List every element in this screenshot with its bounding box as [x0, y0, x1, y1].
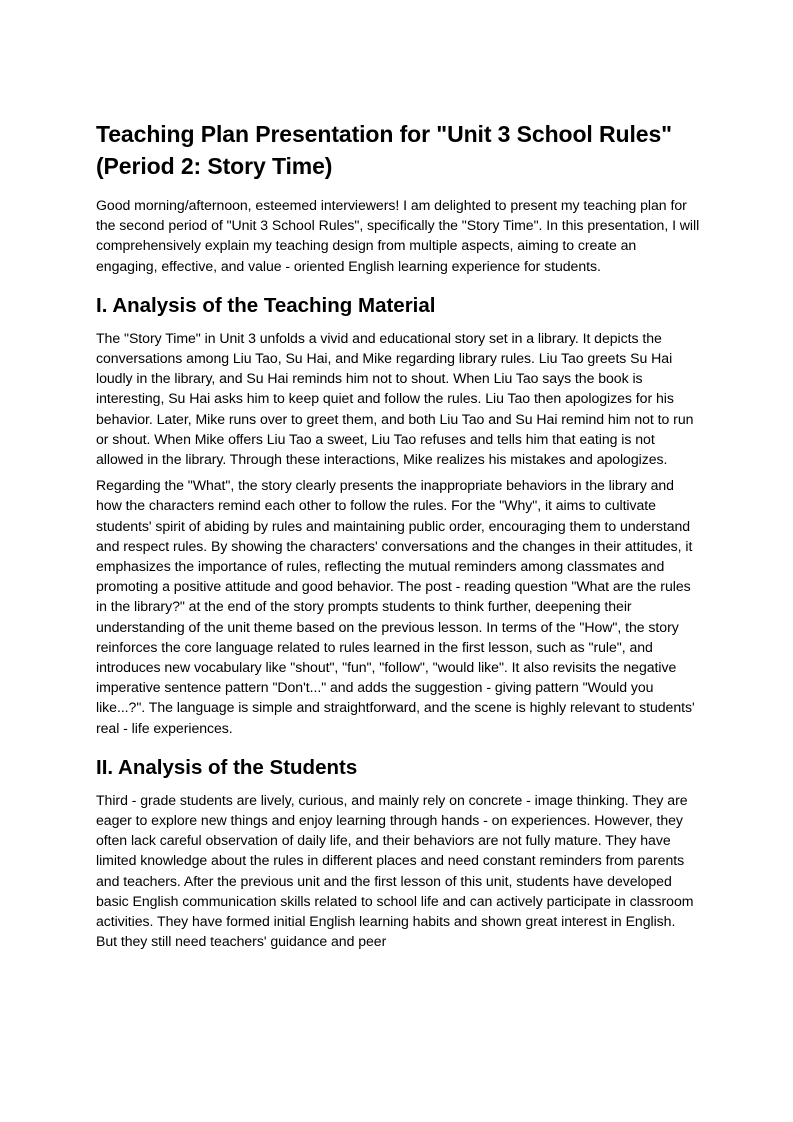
document-page — [96, 118, 700, 958]
section-heading-teaching-material: I. Analysis of the Teaching Material — [96, 293, 436, 317]
body-paragraph: Third - grade students are lively, curious, and mainly rely on concrete - image thinking. They are eager to explore new things and enjoy learning through hands - on experiences. However, they often lack careful observation of daily life, and their behaviors are not fully mature. They have limited knowledge about the rules in different places and need constant reminders from parents and teachers. After the previous unit and the first lesson of this unit, students have developed basic English communication skills related to school life and can actively participate in classroom activities. They have formed initial English learning habits and shown great interest in English. But they still need teachers' guidance and peer — [96, 791, 694, 950]
section-heading-students: II. Analysis of the Students — [96, 755, 358, 779]
intro-paragraph: Good morning/afternoon, esteemed interviewers! I am delighted to present my teaching plan for the second period of "Unit 3 School Rules", specifically the "Story Time". In this presentation, I will comprehensively explain my teaching design from multiple aspects, aiming to create an engaging, effective, and value - oriented English learning experience for students. — [96, 197, 700, 274]
body-paragraph: The "Story Time" in Unit 3 unfolds a vivid and educational story set in a library. It depicts the conversations among Liu Tao, Su Hai, and Mike regarding library rules. Liu Tao greets Su Hai loudly in the library, and Su Hai reminds him not to shout. When Liu Tao says the book is interesting, Su Hai asks him to keep quiet and follow the rules. Liu Tao then apologizes for his behavior. Later, Mike runs over to greet them, and both Liu Tao and Su Hai remind him not to run or shout. When Mike offers Liu Tao a sweet, Liu Tao refuses and tells him that eating is not allowed in the library. Through these interactions, Mike realizes his mistakes and apologizes. — [96, 329, 694, 468]
page-title: Teaching Plan Presentation for "Unit 3 School Rules" (Period 2: Story Time) — [96, 121, 672, 179]
body-paragraph: Regarding the "What", the story clearly presents the inappropriate behaviors in the library and how the characters remind each other to follow the rules. For the "Why", it aims to cultivate students' spirit of abiding by rules and maintaining public order, encouraging them to understand and respect rules. By showing the characters' conversations and the changes in their attitudes, it emphasizes the importance of rules, reflecting the mutual reminders among classmates and promoting a positive attitude and good behavior. The post - reading question "What are the rules in the library?" at the end of the story prompts students to think further, deepening their understanding of the unit theme based on the previous lesson. In terms of the "How", the story reinforces the core language related to rules learned in the first lesson, such as "rule", and introduces new vocabulary like "shout", "fun", "follow", "would like". It also revisits the negative imperative sentence pattern "Don't..." and adds the suggestion - giving pattern "Would you like...?". The language is simple and straightforward, and the scene is highly relevant to students' real - life experiences. — [96, 477, 695, 736]
